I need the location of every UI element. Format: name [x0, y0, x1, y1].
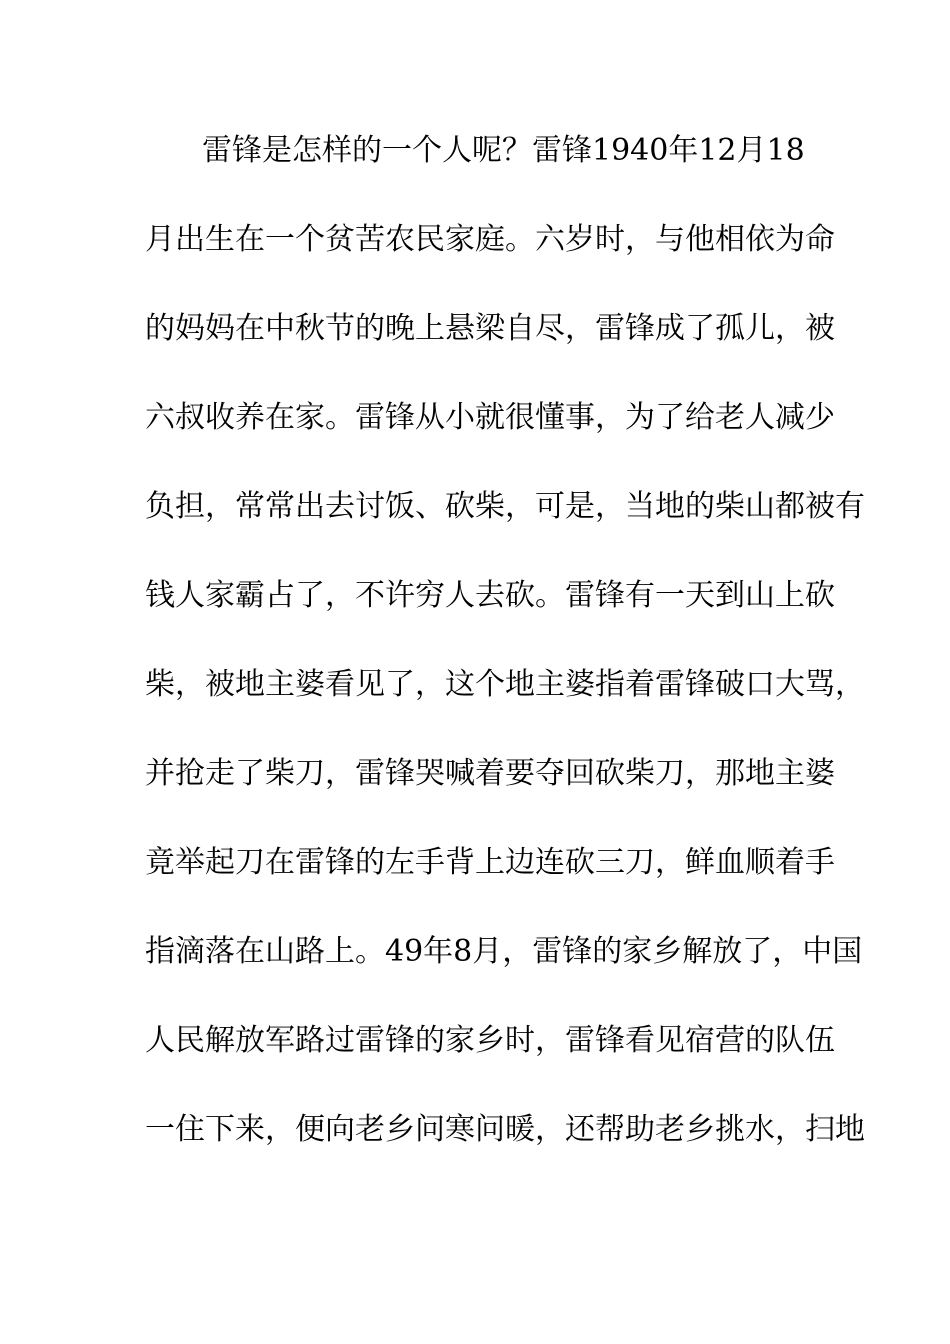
text-line-5: 负担，常常出去讨饭、砍柴，可是，当地的柴山都被有	[145, 489, 865, 524]
text-line-6: 钱人家霸占了，不许穷人去砍。雷锋有一天到山上砍	[145, 578, 835, 613]
text-line-10: 指滴落在山路上。49年8月，雷锋的家乡解放了，中国	[145, 934, 863, 969]
text-line-7: 柴，被地主婆看见了，这个地主婆指着雷锋破口大骂，	[145, 667, 865, 702]
text-line-2: 月出生在一个贫苦农民家庭。六岁时，与他相依为命	[145, 222, 835, 257]
text-line-11: 人民解放军路过雷锋的家乡时，雷锋看见宿营的队伍	[145, 1023, 835, 1058]
text-line-1: 雷锋是怎样的一个人呢？雷锋1940年12月18	[202, 133, 805, 168]
text-line-3: 的妈妈在中秋节的晚上悬梁自尽，雷锋成了孤儿，被	[145, 311, 835, 346]
text-line-12: 一住下来，便向老乡问寒问暖，还帮助老乡挑水，扫地	[145, 1112, 865, 1147]
text-line-4: 六叔收养在家。雷锋从小就很懂事，为了给老人减少	[145, 400, 835, 435]
text-line-8: 并抢走了柴刀，雷锋哭喊着要夺回砍柴刀，那地主婆	[145, 756, 835, 791]
text-line-9: 竟举起刀在雷锋的左手背上边连砍三刀，鲜血顺着手	[145, 845, 835, 880]
